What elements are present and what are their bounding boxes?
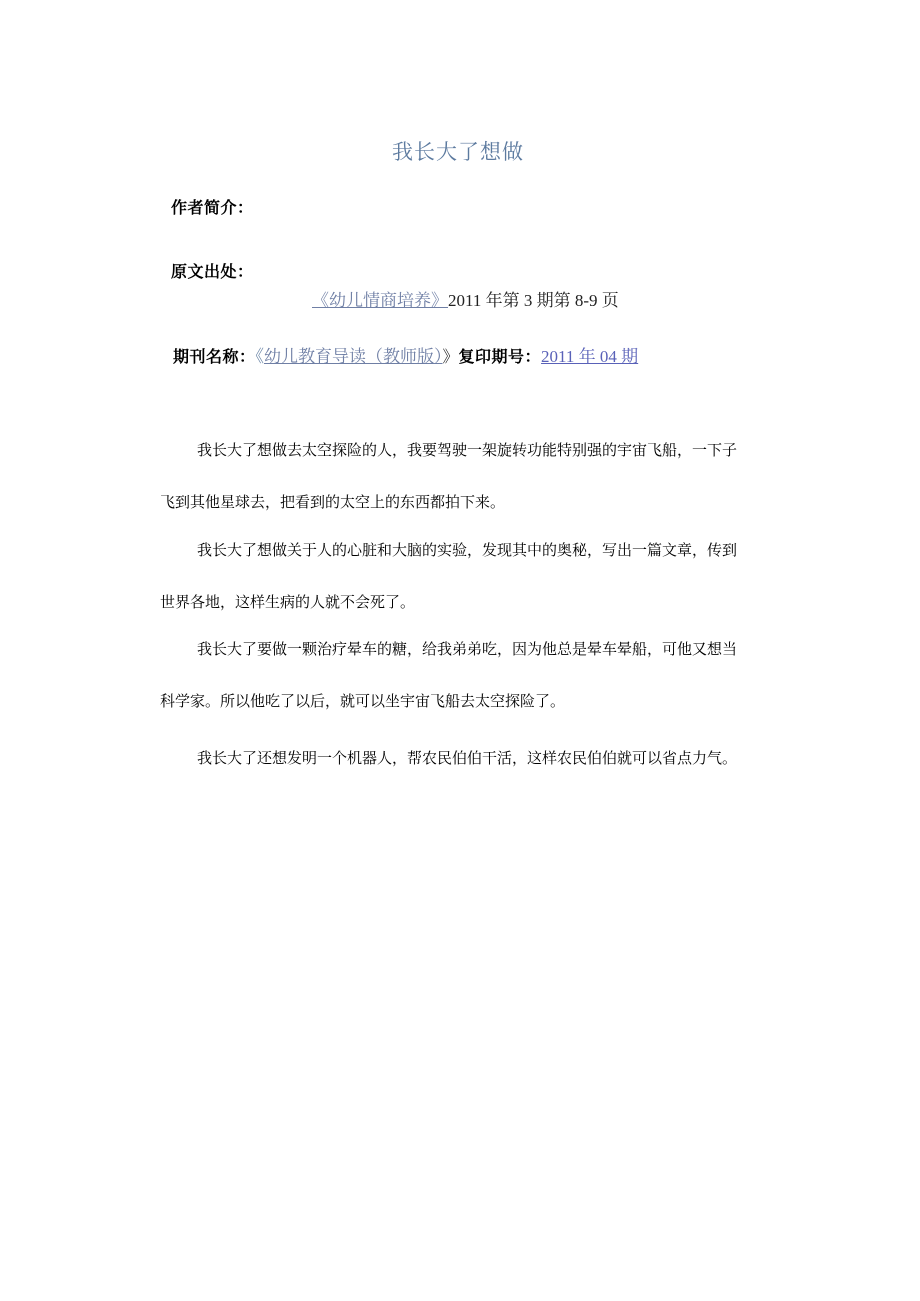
paragraph-2 — [160, 524, 760, 628]
paragraph-line: 我长大了要做一颗治疗晕车的糖，给我弟弟吃，因为他总是晕车晕船，可他又想当 — [197, 640, 738, 658]
journal-info — [173, 342, 638, 367]
source-detail: 2011 年第 3 期第 8-9 页 — [448, 291, 619, 310]
author-label: 作者简介： — [171, 198, 254, 217]
paragraph-4 — [160, 732, 760, 784]
paragraph-line: 飞到其他星球去，把看到的太空上的东西都拍下来。 — [160, 493, 506, 511]
paragraph-3 — [160, 623, 760, 727]
journal-open-bracket: 《 — [255, 347, 265, 366]
journal-name-label: 期刊名称： — [173, 347, 256, 366]
source-label: 原文出处： — [171, 262, 254, 281]
paragraph-line: 我长大了想做去太空探险的人，我要驾驶一架旋转功能特别强的宇宙飞船，一下子 — [197, 441, 738, 459]
paragraph-line: 我长大了想做关于人的心脏和大脑的实验，发现其中的奥秘，写出一篇文章，传到 — [197, 541, 738, 559]
issue-label: 复印期号： — [458, 347, 542, 366]
paragraph-line: 世界各地，这样生病的人就不会死了。 — [160, 593, 416, 611]
journal-name-link[interactable]: 幼儿教育导读（教师版） — [264, 347, 443, 366]
source-journal-link[interactable]: 《幼儿情商培养》 — [312, 291, 448, 310]
article-title: 我长大了想做 — [392, 140, 524, 164]
journal-close-bracket: 》 — [442, 349, 459, 366]
paragraph-line: 我长大了还想发明一个机器人，帮农民伯伯干活，这样农民伯伯就可以省点力气。 — [197, 749, 738, 767]
issue-link[interactable]: 2011 年 04 期 — [541, 347, 639, 366]
paragraph-1 — [160, 424, 760, 528]
source-citation — [312, 286, 619, 311]
paragraph-line: 科学家。所以他吃了以后，就可以坐宇宙飞船去太空探险了。 — [160, 692, 566, 710]
